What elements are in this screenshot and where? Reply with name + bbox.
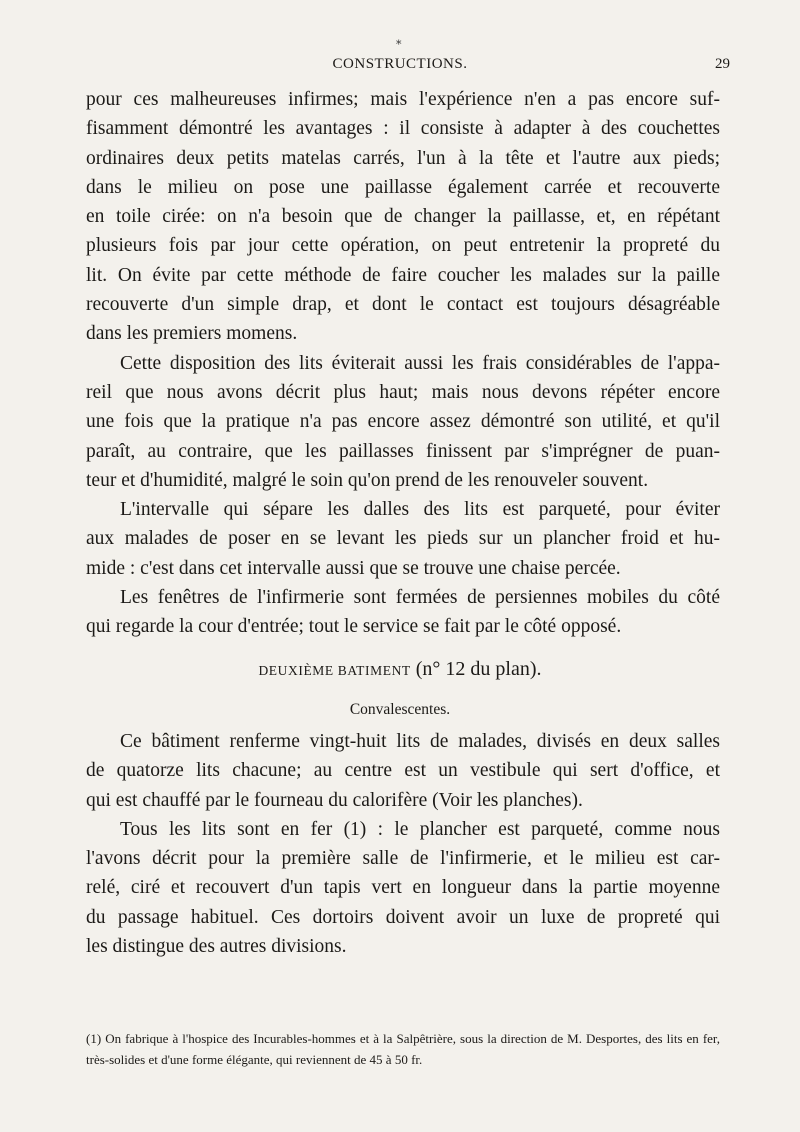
text-line: relé, ciré et recouvert d'un tapis vert en longueur dans la partie moyenne — [86, 877, 720, 899]
text-line: reil que nous avons décrit plus haut; mais nous devons répéter encore — [86, 381, 720, 403]
text-line: Les fenêtres de l'infirmerie sont fermées de persiennes mobiles du côté — [120, 587, 720, 609]
text-line: plusieurs fois par jour cette opération, on peut entretenir la propreté du — [86, 235, 720, 257]
text-line: une fois que la pratique n'a pas encore assez démontré son utilité, et qu'il — [86, 411, 720, 433]
section-heading-rest: (n° 12 du plan). — [415, 658, 542, 680]
text-line: de quatorze lits chacune; au centre est un vestibule qui sert d'office, et — [86, 760, 720, 782]
text-line: qui est chauffé par le fourneau du calorifère (Voir les planches). — [86, 789, 583, 811]
text-line: l'avons décrit pour la première salle de l'infirmerie, et le milieu est car- — [86, 848, 720, 870]
text-line: dans les premiers momens. — [86, 323, 298, 345]
text-line: Cette disposition des lits éviterait aussi les frais considérables de l'appa- — [120, 352, 720, 374]
body-paragraphs-2 — [86, 727, 720, 961]
text-line: dans le milieu on pose une paillasse également carrée et recouverte — [86, 176, 720, 198]
text-line: recouverte d'un simple drap, et dont le contact est toujours désagréable — [86, 294, 720, 316]
page-header — [0, 56, 800, 80]
section-heading-caps: DEUXIÈME BATIMENT — [258, 663, 411, 678]
text-line: L'intervalle qui sépare les dalles des lits est parqueté, pour éviter — [120, 499, 720, 521]
text-line: les distingue des autres divisions. — [86, 936, 347, 958]
running-title: CONSTRUCTIONS. — [332, 56, 468, 72]
text-line: lit. On évite par cette méthode de faire coucher les malades sur la paille — [86, 264, 720, 286]
footnote: (1) On fabrique à l'hospice des Incurables-hommes et à la Salpêtrière, sous la direction de M. Desportes, des lits en fer, très-solides et d'une forme élégante, qui reviennent de 45 à 50 fr. — [86, 1031, 720, 1067]
section-subheading: Convalescentes. — [349, 701, 451, 718]
text-line: ordinaires deux petits matelas carrés, l'un à la tête et l'autre aux pieds; — [86, 147, 720, 169]
page-number: 29 — [715, 56, 730, 72]
text-line: en toile cirée: on n'a besoin que de changer la paillasse, et, en répétant — [86, 206, 720, 228]
text-line: teur et d'humidité, malgré le soin qu'on prend de les renouveler souvent. — [86, 469, 649, 491]
text-line: paraît, au contraire, que les paillasses finissent par s'imprégner de puan- — [86, 440, 720, 462]
text-line: Ce bâtiment renferme vingt-huit lits de malades, divisés en deux salles — [120, 731, 720, 752]
text-line: Tous les lits sont en fer (1) : le plancher est parqueté, comme nous — [120, 818, 720, 840]
text-line: pour ces malheureuses infirmes; mais l'expérience n'en a pas encore suf- — [86, 89, 720, 110]
text-line: du passage habituel. Ces dortoirs doivent avoir un luxe de propreté qui — [86, 906, 720, 928]
text-line: fisamment démontré les avantages : il consiste à adapter à des couchettes — [86, 118, 720, 140]
text-line: mide : c'est dans cet intervalle aussi que se trouve une chaise percée. — [86, 557, 621, 579]
text-line: aux malades de poser en se levant les pieds sur un plancher froid et hu- — [86, 528, 720, 550]
printer-ornament: * — [396, 38, 402, 51]
section-heading — [0, 658, 800, 681]
body-paragraphs — [86, 85, 720, 642]
text-line: qui regarde la cour d'entrée; tout le service se fait par le côté opposé. — [86, 616, 622, 638]
